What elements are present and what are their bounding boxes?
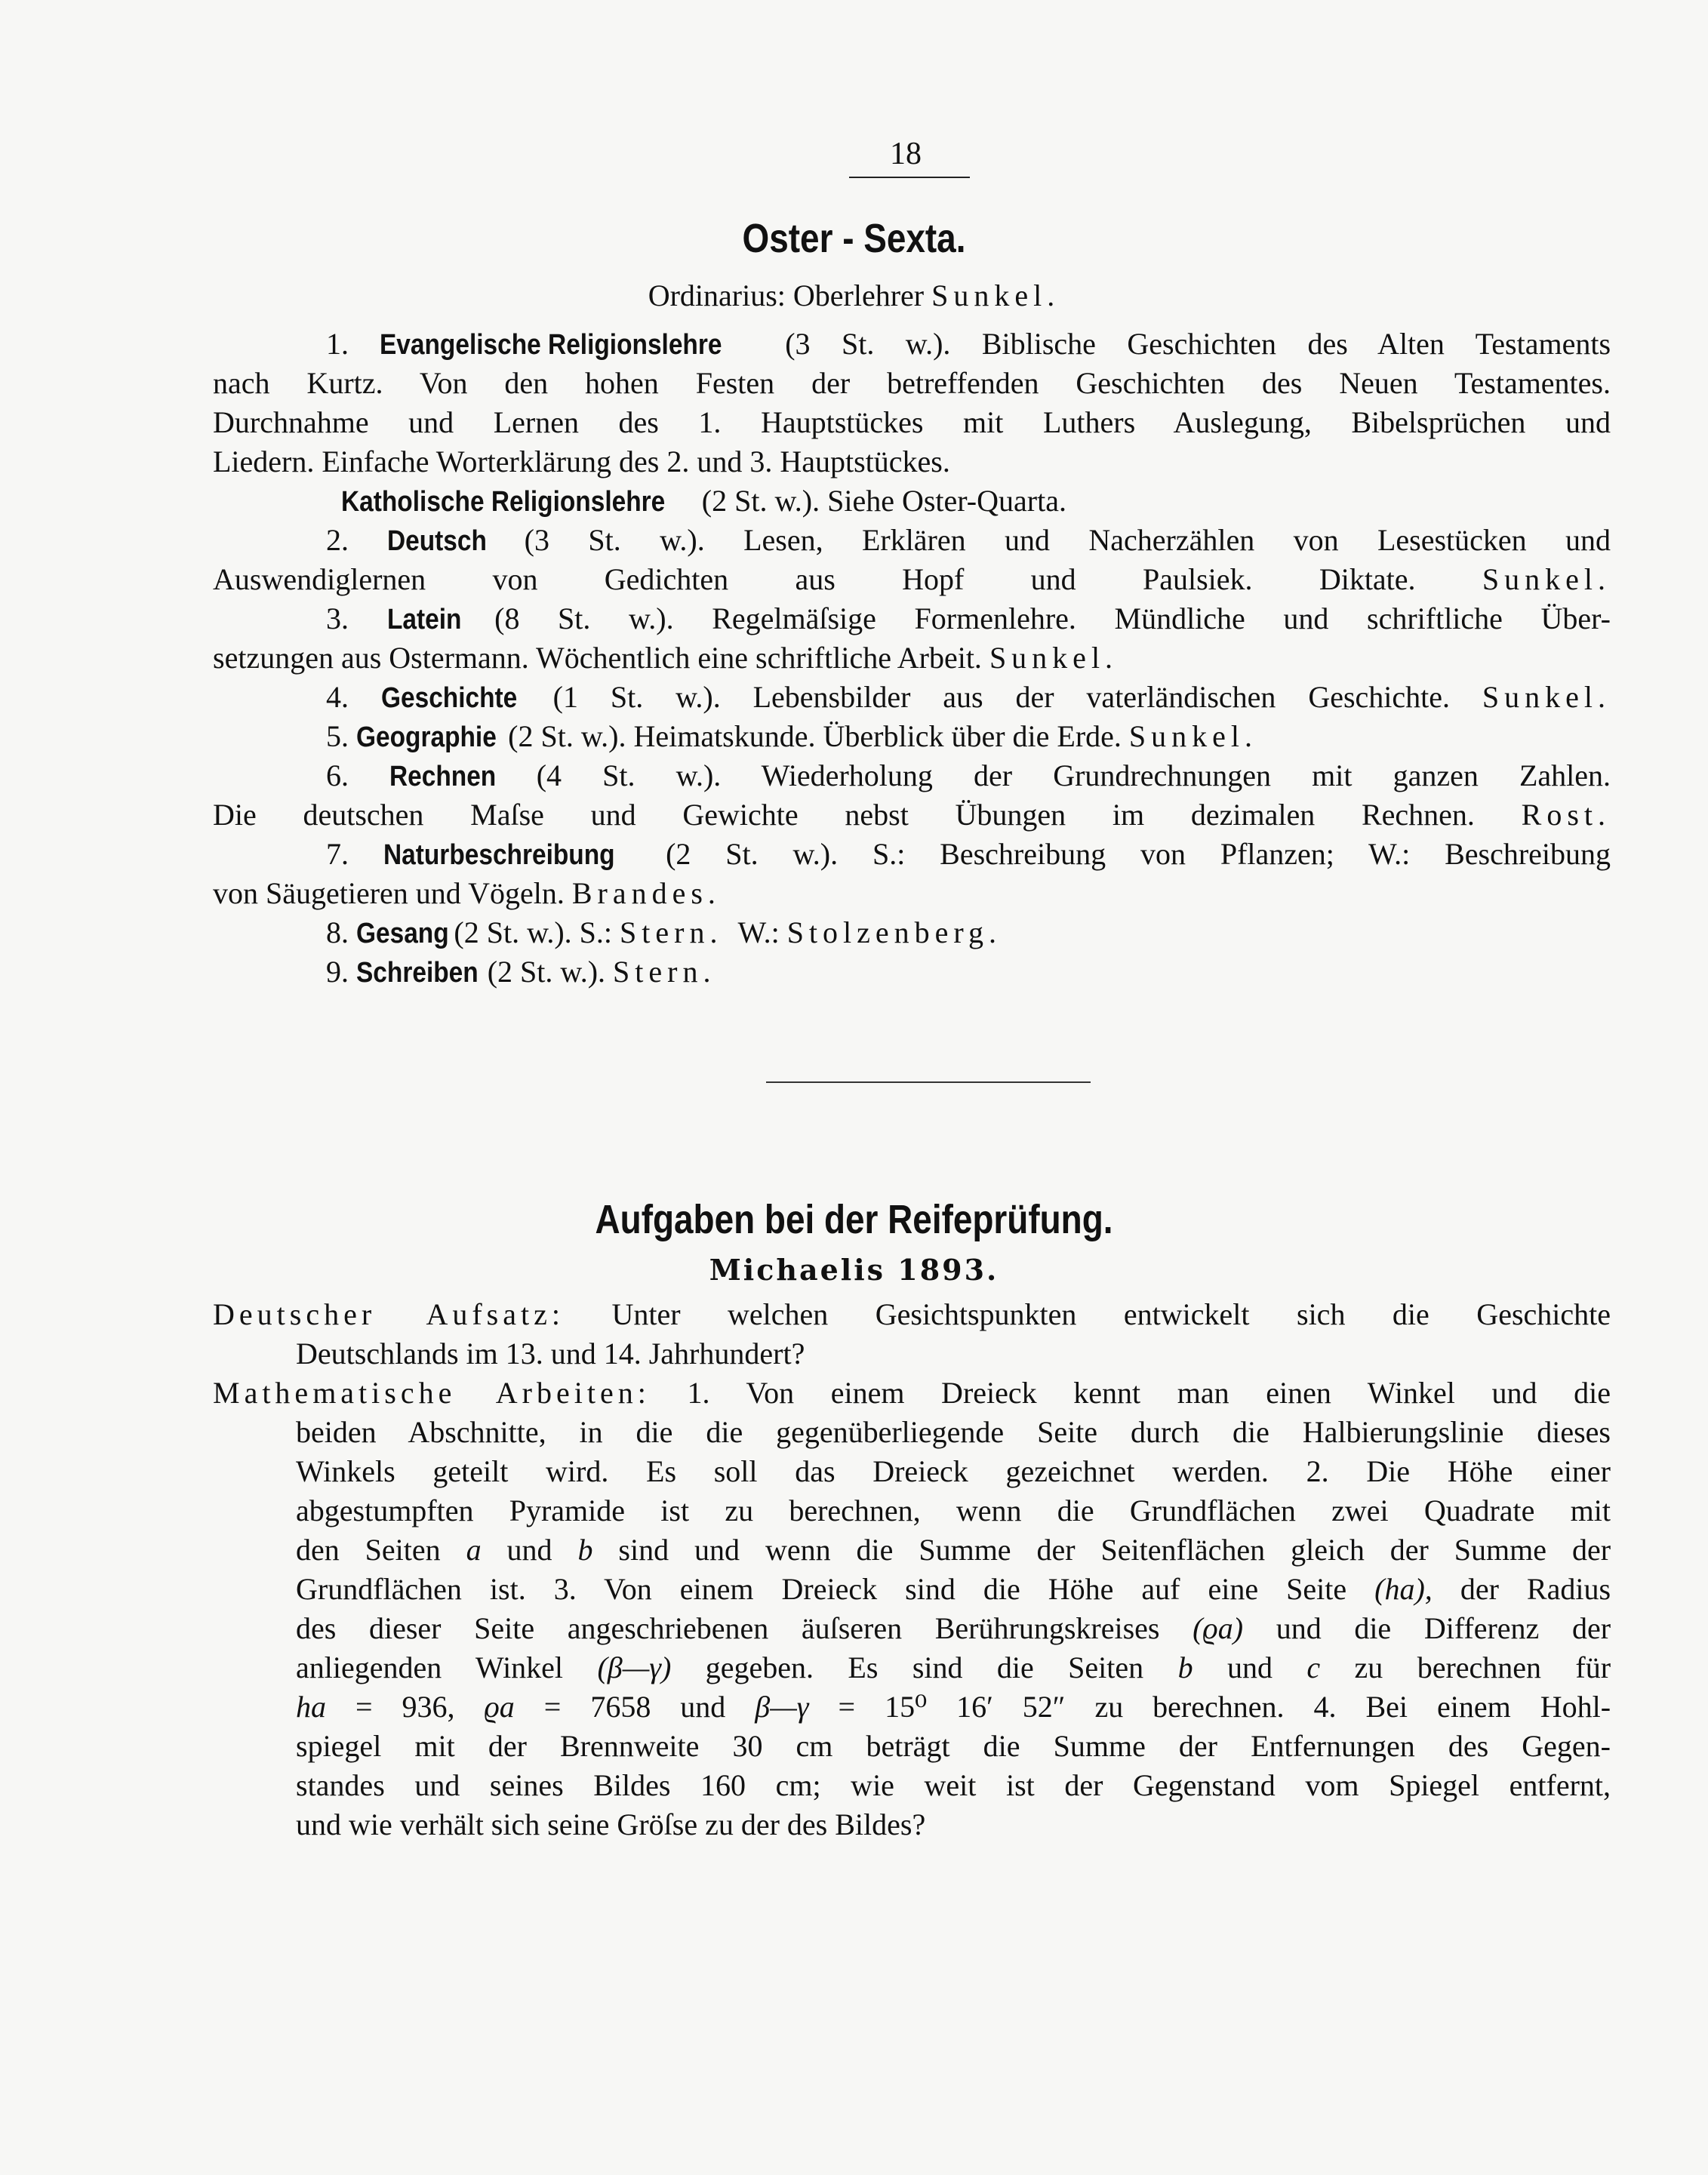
math-line-9 [296, 1687, 1611, 1727]
math-text: = 15⁰ 16′ 52″ zu berechnen. 4. Bei einem Hohl- [838, 1690, 1611, 1724]
item-number: 5. [326, 719, 349, 753]
item-text: W.: [737, 915, 780, 949]
math-text: der Radius [1460, 1572, 1611, 1606]
teacher-name: Sunkel. [1482, 680, 1611, 714]
item-text: (8 St. w.). Regelmäſsige Formenlehre. Mündliche und schriftliche Über- [494, 601, 1611, 635]
math-variable: c [1306, 1650, 1321, 1684]
item-number: 7. [326, 837, 349, 871]
math-text: und [506, 1533, 552, 1567]
item-text: Die deutschen Maſse und Gewichte nebst Übungen im dezimalen Rechnen. [213, 798, 1475, 832]
teacher-name: Sunkel. [989, 641, 1119, 675]
subject-geschichte: Geschichte [380, 682, 518, 714]
teacher-name: Stern. [613, 955, 716, 989]
math-variable: (ha), [1374, 1572, 1433, 1606]
item-text: (3 St. w.). Lesen, Erklären und Nacherzählen von Lesestücken und [524, 523, 1611, 557]
math-text: den Seiten [296, 1533, 441, 1567]
teacher-name: Brandes. [571, 876, 721, 910]
curriculum-line-16 [326, 913, 1611, 953]
item-text: von Säugetieren und Vögeln. [213, 876, 565, 910]
math-text: und [1226, 1650, 1273, 1684]
math-text: = 7658 und [543, 1690, 726, 1724]
math-line-3: Winkels geteilt wird. Es soll das Dreieck gezeichnet werden. 2. Die Höhe einer [296, 1454, 1611, 1488]
item-number: 2. [326, 523, 349, 557]
item-text: (2 St. w.). S.: [454, 915, 613, 949]
math-variable: (ϱa) [1193, 1611, 1244, 1645]
curriculum-line-10 [326, 678, 1611, 718]
math-text: zu berechnen für [1354, 1650, 1611, 1684]
teacher-name: Rost. [1521, 798, 1611, 832]
curriculum-line-2: nach Kurtz. Von den hohen Festen der betreffenden Geschichten des Neuen Testamentes. [213, 366, 1611, 400]
math-variable: b [577, 1533, 593, 1567]
subject-schreiben: Schreiben [356, 957, 479, 989]
aufsatz-line-1 [213, 1295, 1611, 1334]
math-text: 1. Von einem Dreieck kennt man einen Winkel und die [687, 1376, 1611, 1410]
item-number: 9. [326, 955, 349, 989]
item-text: Auswendiglernen von Gedichten aus Hopf und Paulsiek. Diktate. [213, 562, 1416, 596]
curriculum-line-3: Durchnahme und Lernen des 1. Hauptstückes mit Luthers Auslegung, Bibelsprüchen und [213, 405, 1611, 439]
ordinarius-line [0, 278, 1708, 313]
subject-katholisch: Katholische Religionslehre [341, 486, 666, 518]
subject-deutsch: Deutsch [387, 525, 488, 557]
item-text: (2 St. w.). Heimatskunde. Überblick über die Erde. [508, 719, 1122, 753]
subject-naturbeschreibung: Naturbeschreibung [383, 839, 615, 871]
curriculum-line-6 [326, 521, 1611, 561]
math-line-8 [296, 1648, 1611, 1687]
subject-rechnen: Rechnen [389, 761, 497, 792]
aufsatz-label: Deutscher Aufsatz: [213, 1297, 565, 1331]
teacher-name: Stolzenberg. [786, 915, 1002, 949]
math-text: sind und wenn die Summe der Seitenflächen gleich der Summe der [618, 1533, 1611, 1567]
subject-gesang: Gesang [356, 918, 449, 949]
math-text: anliegenden Winkel [296, 1650, 564, 1684]
item-text: (2 St. w.). S.: Beschreibung von Pflanzen; W.: Beschreibung [666, 837, 1611, 871]
teacher-name: Sunkel. [1128, 719, 1258, 753]
curriculum-line-13 [213, 795, 1611, 835]
math-variable: (β—γ) [597, 1650, 672, 1684]
aufsatz-line-2: Deutschlands im 13. und 14. Jahrhundert? [296, 1337, 805, 1371]
teacher-name: Stern. [620, 915, 723, 949]
curriculum-line-5 [341, 481, 1611, 521]
math-text: gegeben. Es sind die Seiten [705, 1650, 1144, 1684]
math-variable: ha [296, 1690, 326, 1724]
math-line-4: abgestumpften Pyramide ist zu berechnen, wenn die Grundflächen zwei Quadrate mit [296, 1494, 1611, 1527]
math-text: des dieser Seite angeschriebenen äuſseren Berührungskreises [296, 1611, 1160, 1645]
math-line-2: beiden Abschnitte, in die die gegenüberliegende Seite durch die Halbierungslinie dieses [296, 1415, 1611, 1449]
math-line-10: spiegel mit der Brennweite 30 cm beträgt die Summe der Entfernungen des Gegen- [296, 1729, 1611, 1763]
math-line-5 [296, 1530, 1611, 1570]
math-line-11: standes und seines Bildes 160 cm; wie weit ist der Gegenstand vom Spiegel entfernt, [296, 1768, 1611, 1802]
curriculum-line-14 [326, 835, 1611, 875]
curriculum-line-4: Liedern. Einfache Worterklärung des 2. und 3. Hauptstückes. [213, 445, 950, 478]
curriculum-line-9 [213, 638, 1611, 678]
teacher-name: Sunkel. [1482, 562, 1611, 596]
item-number: 8. [326, 915, 349, 949]
item-number: 1. [326, 327, 349, 361]
section-divider [766, 1081, 1091, 1083]
aufsatz-text: Unter welchen Gesichtspunkten entwickelt sich die Geschichte [611, 1297, 1611, 1331]
item-text: (2 St. w.). Siehe Oster-Quarta. [701, 484, 1066, 518]
curriculum-line-8 [326, 599, 1611, 639]
exam-term: Michaelis 1893. [709, 1253, 999, 1287]
math-line-7 [296, 1609, 1611, 1648]
math-variable: a [466, 1533, 482, 1567]
curriculum-line-11 [326, 717, 1611, 757]
ordinarius-name: Sunkel. [931, 278, 1060, 312]
curriculum-line-7 [213, 560, 1611, 599]
math-text: Grundflächen ist. 3. Von einem Dreieck sind die Höhe auf eine Seite [296, 1572, 1347, 1606]
ordinarius-label: Ordinarius: Oberlehrer [648, 278, 925, 312]
math-line-12: und wie verhält sich seine Gröſse zu der des Bildes? [296, 1807, 926, 1841]
math-variable: ϱa [484, 1690, 515, 1724]
item-number: 6. [326, 758, 349, 792]
math-variable: β—γ [755, 1690, 809, 1724]
curriculum-line-15 [213, 874, 1611, 913]
item-text: (3 St. w.). Biblische Geschichten des Alten Testaments [785, 327, 1611, 361]
math-variable: b [1177, 1650, 1193, 1684]
item-text: (2 St. w.). [487, 955, 606, 989]
item-number: 3. [326, 601, 349, 635]
math-line-6 [296, 1570, 1611, 1609]
math-text: und die Differenz der [1276, 1611, 1611, 1645]
math-label: Mathematische Arbeiten: [213, 1376, 651, 1410]
curriculum-line-17 [326, 952, 1611, 992]
math-text: = 936, [355, 1690, 455, 1724]
math-line-1 [213, 1374, 1611, 1413]
subject-geographie: Geographie [356, 721, 497, 753]
page-number: 18 [890, 137, 922, 171]
subject-religion: Evangelische Religionslehre [380, 329, 722, 361]
item-text: (1 St. w.). Lebensbilder aus der vaterländischen Geschichte. [552, 680, 1451, 714]
page-number-rule [849, 177, 970, 178]
item-text: (4 St. w.). Wiederholung der Grundrechnungen mit ganzen Zahlen. [536, 758, 1611, 792]
subject-latein: Latein [386, 604, 462, 635]
section-title-oster-sexta: Oster - Sexta. [742, 216, 966, 261]
curriculum-line-1 [326, 325, 1611, 365]
section-title-reifepruefung: Aufgaben bei der Reifeprüfung. [595, 1197, 1113, 1242]
curriculum-line-12 [326, 756, 1611, 796]
item-text: setzungen aus Ostermann. Wöchentlich eine schriftliche Arbeit. [213, 641, 982, 675]
item-number: 4. [326, 680, 349, 714]
